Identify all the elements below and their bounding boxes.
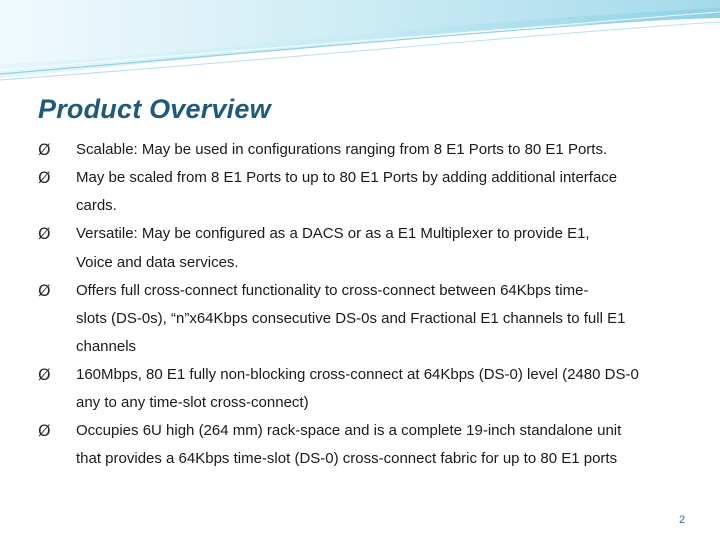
bullet-text: Offers full cross-connect functionality to cross-connect between 64Kbps time- [76, 282, 589, 299]
bullet-text: any to any time-slot cross-connect) [76, 394, 309, 411]
arrowhead-bullet-icon: Ø [38, 224, 51, 243]
bullet-text: Occupies 6U high (264 mm) rack-space and is a complete 19-inch standalone unit [76, 422, 622, 439]
bullet-text: cards. [76, 197, 117, 214]
page-number: 2 [678, 514, 686, 526]
bullet-text: Versatile: May be configured as a DACS or as a E1 Multiplexer to provide E1, [76, 225, 590, 242]
arrowhead-bullet-icon: Ø [38, 421, 51, 440]
arrowhead-bullet-icon: Ø [38, 140, 51, 159]
bullet-text: Voice and data services. [76, 254, 239, 271]
arrowhead-bullet-icon: Ø [38, 168, 51, 187]
slide-title: Product Overview [38, 94, 271, 124]
bullet-text: Scalable: May be used in configurations ranging from 8 E1 Ports to 80 E1 Ports. [76, 141, 608, 158]
bullet-text: channels [76, 338, 137, 355]
bullet-text: slots (DS-0s), “n”x64Kbps consecutive DS-0s and Fractional E1 channels to full E1 [76, 310, 626, 327]
bullet-text: that provides a 64Kbps time-slot (DS-0) cross-connect fabric for up to 80 E1 ports [76, 450, 618, 467]
bullet-text: May be scaled from 8 E1 Ports to up to 80 E1 Ports by adding additional interface [76, 169, 618, 186]
bullet-text: 160Mbps, 80 E1 fully non-blocking cross-connect at 64Kbps (DS-0) level (2480 DS-0 [76, 366, 639, 383]
arrowhead-bullet-icon: Ø [38, 281, 51, 300]
arrowhead-bullet-icon: Ø [38, 365, 51, 384]
